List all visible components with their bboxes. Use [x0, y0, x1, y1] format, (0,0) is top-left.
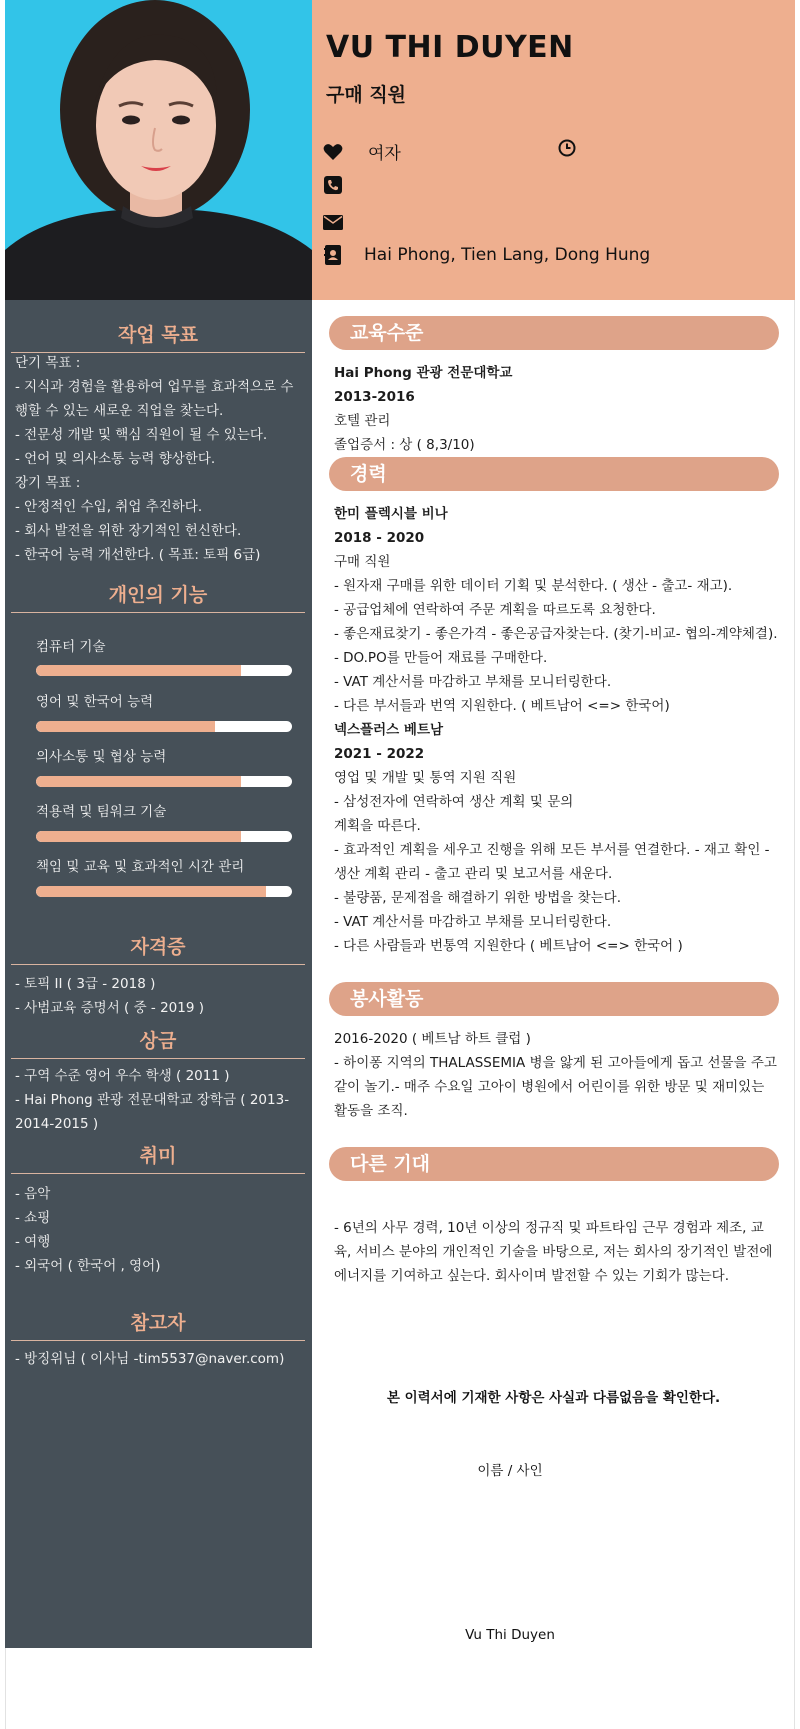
job-duty: - 좋은재료찾기 - 좋은가격 - 좋은공급자찾는다. (찾기-비교- 협의-계약체결).: [334, 626, 778, 642]
job-title: 구매 직원: [326, 84, 407, 106]
job-duty: - 원자재 구매를 위한 데이터 기획 및 분석한다. ( 생산 - 출고- 재고).: [334, 578, 733, 594]
objective-line: - 한국어 능력 개선한다. ( 목표: 토픽 6급): [15, 547, 261, 563]
objective-line: - 안정적인 수입, 취업 추진하다.: [15, 499, 203, 515]
heart-icon: [322, 142, 344, 162]
education-text: [334, 361, 779, 457]
company-name: 한미 플렉시블 비나: [334, 506, 448, 522]
candidate-name: VU THI DUYEN: [326, 30, 574, 65]
hobby-line: - 여행: [15, 1234, 51, 1250]
references-heading: 참고자: [11, 1308, 305, 1341]
signature-name: Vu Thi Duyen: [465, 1627, 555, 1643]
skill-bar-fill: [36, 665, 241, 676]
education-years: 2013-2016: [334, 389, 415, 405]
experience-text: [334, 502, 779, 958]
award-line: - Hai Phong 관광 전문대학교 장학금 ( 2013-2014-2015 ): [15, 1092, 290, 1132]
expectations-text: - 6년의 사무 경력, 10년 이상의 정규직 및 파트타임 근무 경험과 제조, 교육, 서비스 분야의 개인적인 기술을 바탕으로, 저는 회사의 장기적인 발전에 에너지를 기여하고 싶는다. 회사이며 발전할 수 있는 기회가 많는다.: [334, 1220, 773, 1284]
expectations-heading: 다른 기대: [329, 1147, 779, 1181]
job-duty: - VAT 계산서를 마감하고 부채를 모니터링한다.: [334, 674, 612, 690]
objective-line: - 언어 및 의사소통 능력 향상한다.: [15, 451, 216, 467]
school-name: Hai Phong 관광 전문대학교: [334, 365, 513, 381]
education-heading: 교육수준: [329, 316, 779, 350]
phone-row: [322, 175, 366, 195]
company-name: 넥스플러스 베트남: [334, 722, 444, 738]
job-years: 2021 - 2022: [334, 746, 425, 762]
experience-heading: 경력: [329, 457, 779, 491]
skill-bar: [36, 831, 292, 842]
skill-bar-fill: [36, 721, 215, 732]
skill-bar-fill: [36, 776, 241, 787]
job-duty: - 다른 사람들과 번통역 지원한다 ( 베트남어 <=> 한국어 ): [334, 938, 683, 954]
job-role: 영업 및 개발 및 통역 지원 직원: [334, 770, 517, 786]
education-grade: 졸업증서 : 상 ( 8,3/10): [334, 437, 475, 453]
address-row: [322, 245, 650, 265]
job-years: 2018 - 2020: [334, 530, 425, 546]
job-duty: - 효과적인 계획을 세우고 진행을 위해 모든 부서를 연결한다. - 재고 확인 - 생산 계획 관리 - 출고 관리 및 보고서를 새운다.: [334, 842, 770, 882]
skill-bar: [36, 776, 292, 787]
skill-label: 의사소통 및 협상 능력: [36, 749, 167, 765]
email-row: [322, 212, 366, 232]
skill-label: 컴퓨터 기술: [36, 639, 106, 655]
skill-bar-fill: [36, 831, 241, 842]
job-duty: - VAT 계산서를 마감하고 부채를 모니터링한다.: [334, 914, 612, 930]
awards-heading: 상금: [11, 1026, 305, 1059]
job-duty: - 삼성전자에 연락하여 생산 계획 및 문의: [334, 794, 574, 810]
skill-label: 영어 및 한국어 능력: [36, 694, 154, 710]
skill-bar: [36, 886, 292, 897]
objective-line: 단기 목표 :: [15, 355, 81, 371]
skill-label: 적용력 및 팀워크 기술: [36, 804, 167, 820]
declaration: 본 이력서에 기재한 사항은 사실과 다름없음을 확인한다.: [386, 1390, 721, 1406]
gender-row: [322, 139, 401, 164]
skill-label: 책임 및 교육 및 효과적인 시간 관리: [36, 859, 245, 875]
award-line: - 구역 수준 영어 우수 학생 ( 2011 ): [15, 1068, 230, 1084]
envelope-icon: [322, 212, 344, 232]
job-duty: 계획을 따른다.: [334, 818, 421, 834]
job-duty: - 공급업체에 연락하여 주문 계획을 따르도록 요청한다.: [334, 602, 656, 618]
objective-heading: 작업 목표: [11, 320, 305, 353]
sign-label: 이름 / 사인: [477, 1463, 543, 1479]
hobbies-heading: 취미: [11, 1141, 305, 1174]
skill-bar: [36, 665, 292, 676]
sidebar: [5, 300, 312, 1648]
objective-line: 장기 목표 :: [15, 475, 81, 491]
volunteer-heading: 봉사활동: [329, 982, 779, 1016]
hobby-line: - 쇼핑: [15, 1210, 51, 1226]
phone-icon: [322, 175, 344, 195]
education-major: 호텔 관리: [334, 413, 391, 429]
volunteer-line: - 하이퐁 지역의 THALASSEMIA 병을 앓게 된 고아들에게 돕고 선물을 주고 같이 놀기.- 매주 수요일 고아이 병원에서 어린이를 위한 방문 및 재미있는 활동을 조직.: [334, 1055, 777, 1119]
certificates-text: [15, 972, 305, 1020]
awards-text: [15, 1064, 305, 1136]
profile-photo: [5, 0, 312, 300]
address-text: Hai Phong, Tien Lang, Dong Hung: [364, 245, 651, 265]
skills-heading: 개인의 기능: [11, 580, 305, 613]
volunteer-text: [334, 1027, 779, 1123]
objective-line: - 지식과 경험을 활용하여 업무를 효과적으로 수행할 수 있는 새로운 직업을 찾는다.: [15, 379, 294, 419]
hobby-line: - 외국어 ( 한국어 , 영어): [15, 1258, 161, 1274]
reference-line: - 방징위님 ( 이사님 -tim5537@naver.com): [15, 1351, 285, 1367]
objective-line: - 전문성 개발 및 핵심 직원이 될 수 있는다.: [15, 427, 268, 443]
clock-icon: [558, 139, 578, 159]
certificates-heading: 자격증: [11, 932, 305, 965]
contact-card-icon: [322, 245, 344, 265]
header: [312, 0, 795, 300]
certificate-line: - 토픽 II ( 3급 - 2018 ): [15, 976, 156, 992]
job-duty: - 다른 부서들과 번역 지원한다. ( 베트남어 <=> 한국어): [334, 698, 670, 714]
job-role: 구매 직원: [334, 554, 391, 570]
hobby-line: - 음악: [15, 1186, 51, 1202]
hobbies-text: [15, 1182, 305, 1278]
job-duty: - DO.PO를 만들어 재료를 구매한다.: [334, 650, 548, 666]
references-text: [15, 1347, 305, 1371]
gender-text: 여자: [368, 144, 401, 164]
skill-bar: [36, 721, 292, 732]
objective-text: [15, 351, 305, 567]
skill-bar-fill: [36, 886, 266, 897]
objective-line: - 회사 발전을 위한 장기적인 헌신한다.: [15, 523, 242, 539]
job-duty: - 불량품, 문제점을 해결하기 위한 방법을 찾는다.: [334, 890, 621, 906]
certificate-line: - 사범교육 증명서 ( 중 - 2019 ): [15, 1000, 204, 1016]
volunteer-line: 2016-2020 ( 베트남 하트 클럽 ): [334, 1031, 531, 1047]
